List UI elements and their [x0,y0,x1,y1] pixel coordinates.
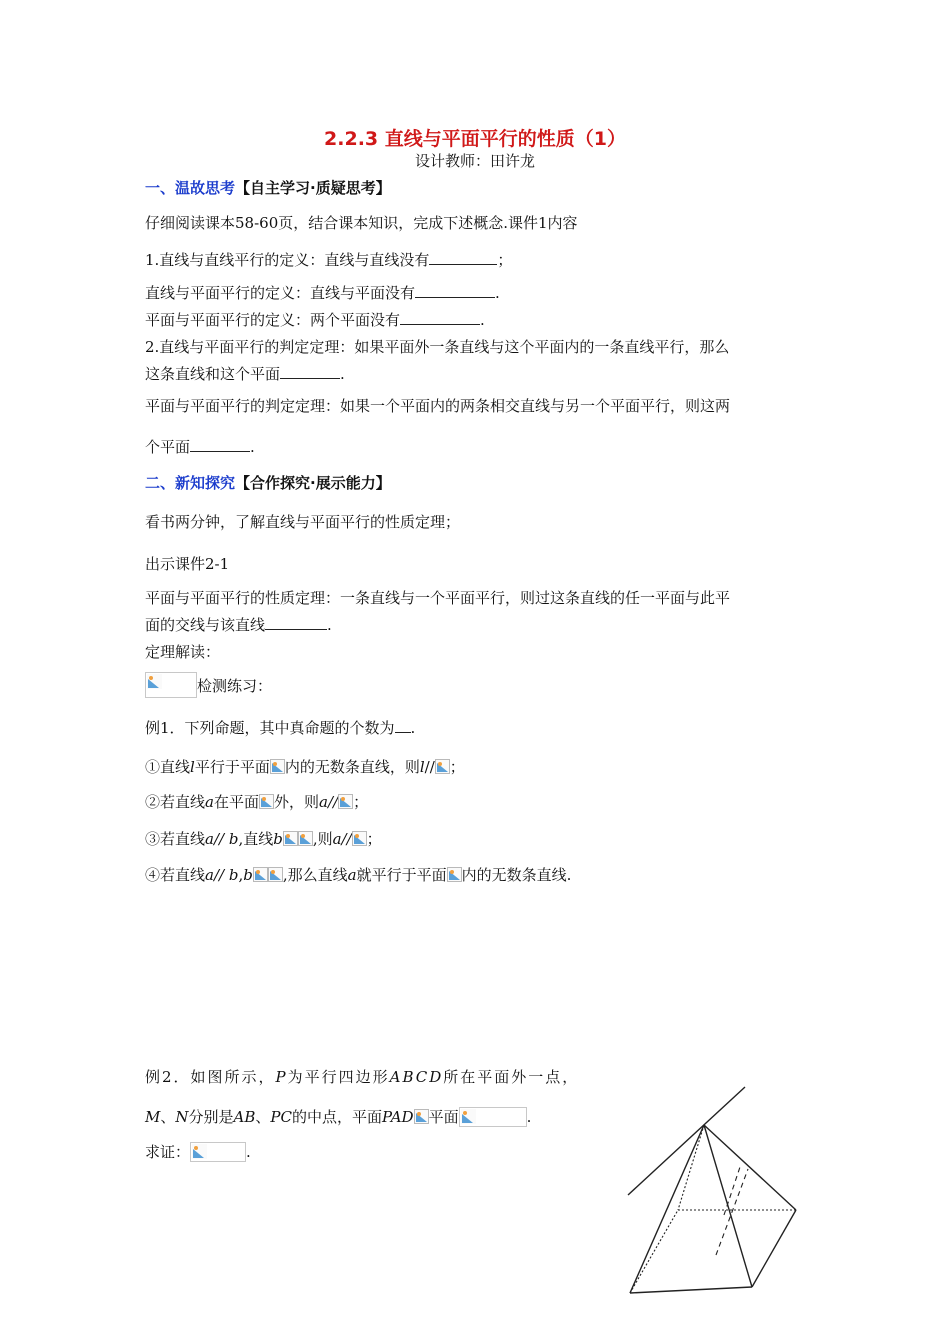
example1-item3: ③若直线a// b,直线b ,则a// ； [145,830,382,848]
section1-number: 一、温故思考 [145,179,236,197]
def-line-plane: 直线与平面平行的定义：直线与平面没有 . [145,284,500,302]
def-plane-plane: 平面与平面平行的定义：两个平面没有 . [145,311,485,329]
answer-blank[interactable] [280,366,340,379]
theorem-line2: 面的交线与该直线 . [145,616,332,634]
section2-subtitle: 【合作探究·展示能力】 [235,474,391,492]
section1-subtitle: 【自主学习·质疑思考】 [235,179,391,197]
image-placeholder-icon [459,1107,527,1127]
example2-stem-line2: M、N分别是AB、PC的中点，平面PAD 平面 . [145,1108,532,1126]
beta-image-icon [461,1109,476,1124]
section1-heading [145,178,391,198]
practice-line [145,672,272,699]
image-placeholder-icon [145,672,197,698]
criterion-plane-plane: 平面与平面平行的判定定理：如果一个平面内的两条相交直线与另一个平面平行，则这两 [145,397,731,415]
alpha-image-icon [270,759,285,774]
section2-heading [145,473,391,493]
pyramid-figure [620,1085,810,1300]
image-icon [147,674,162,689]
example1-item1: ①直线l平行于平面 内的无数条直线，则l// ； [145,758,465,776]
subset-image-icon [253,867,268,882]
example1-stem: 例1．下列命题，其中真命题的个数为 . [145,719,416,737]
example1-item4: ④若直线a// b,b ,那么直线a就平行于平面 内的无数条直线. [145,866,572,884]
alpha-image-icon [338,794,353,809]
line-l [628,1087,745,1195]
alpha-image-icon [259,794,274,809]
alpha-image-icon [352,831,367,846]
image-placeholder-icon [190,1142,246,1162]
criterion-line-plane: 2.直线与平面平行的判定定理：如果平面外一条直线与这个平面内的一条直线平行，那么 [145,338,730,356]
alpha-image-icon [268,867,283,882]
def-line-line: 1.直线与直线平行的定义：直线与直线没有 ； [145,251,513,269]
answer-blank[interactable] [395,720,411,733]
answer-blank[interactable] [415,285,495,298]
example2-prove: 求证： . [145,1143,251,1161]
criterion-plane-plane-cont: 个平面 . [145,438,255,456]
section1-intro: 仔细阅读课本58-60页，结合课本知识，完成下述概念.课件1内容 [145,214,578,232]
answer-blank[interactable] [265,617,327,630]
theorem-interpretation: 定理解读： [145,643,221,661]
answer-blank[interactable] [429,252,497,265]
designer-credit: 设计教师：田许龙 [414,152,535,170]
answer-blank[interactable] [190,439,250,452]
section2-number: 二、新知探究 [145,474,236,492]
subset-image-icon [283,831,298,846]
practice-label: 检测练习： [197,677,273,695]
alpha-image-icon [435,759,450,774]
conclusion-image-icon [192,1144,207,1159]
courseware-note: 出示课件2-1 [145,555,230,573]
example2-stem-line1: 例2．如图所示，P为平行四边形ABCD所在平面外一点， [145,1068,580,1086]
answer-blank[interactable] [400,312,480,325]
criterion-line-plane-cont: 这条直线和这个平面 . [145,365,345,383]
intersect-image-icon [414,1109,429,1124]
example1-item2: ②若直线a在平面 外，则a// ； [145,793,369,811]
page-title: 2.2.3 直线与平面平行的性质（1） [324,128,626,150]
alpha-image-icon [447,867,462,882]
alpha-image-icon [298,831,313,846]
theorem-line1: 平面与平面平行的性质定理：一条直线与一个平面平行，则过这条直线的任一平面与此平 [145,589,731,607]
reading-instruction: 看书两分钟，了解直线与平面平行的性质定理； [145,513,461,531]
